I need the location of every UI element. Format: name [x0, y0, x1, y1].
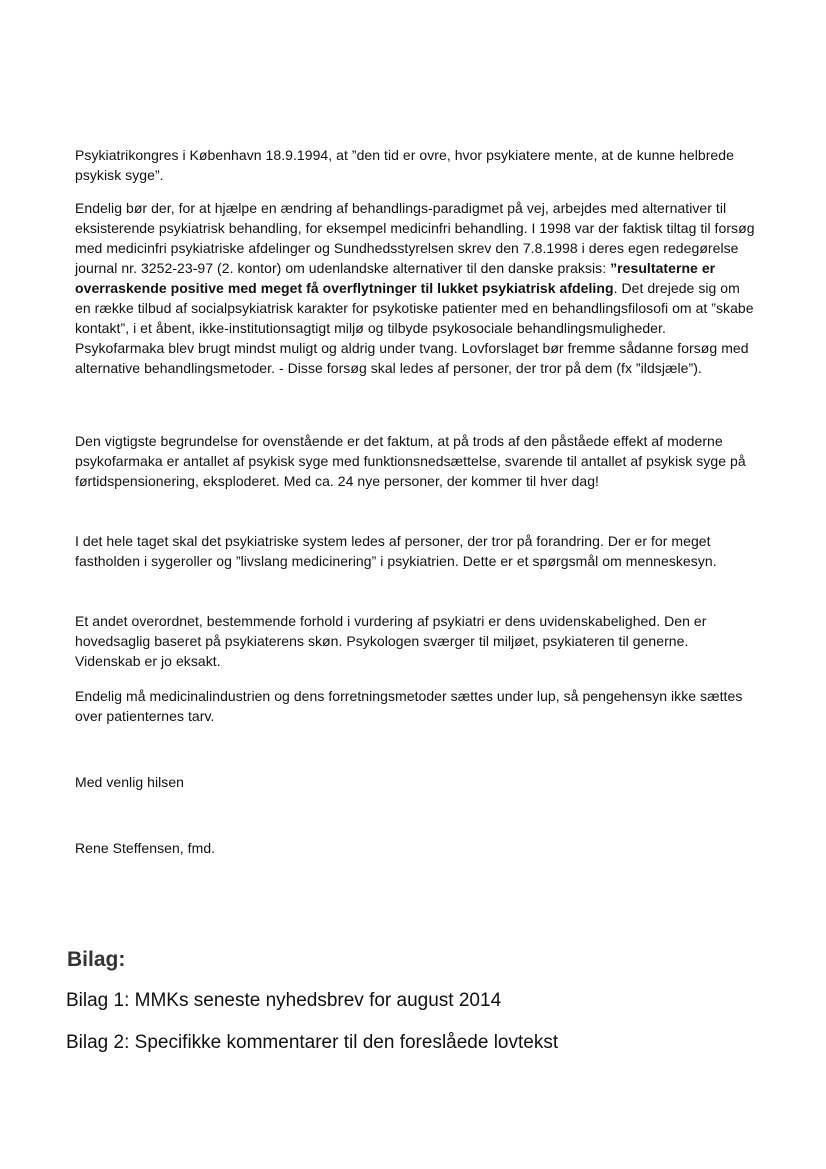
paragraph-alternatives	[75, 198, 755, 378]
appendix-heading: Bilag:	[67, 948, 126, 971]
appendix-item-1: Bilag 1: MMKs seneste nyhedsbrev for august 2014	[66, 990, 502, 1011]
paragraph-main-reason: Den vigtigste begrundelse for ovenstående er det faktum, at på trods af den påståede effekt af moderne psykofarmaka er antallet af psykisk syge med funktionsnedsættelse, svarende til antallet af psykisk syge på førtidspensionering, eksploderet. Med ca. 24 nye personer, der kommer til hver dag!	[75, 433, 746, 489]
paragraph-alternatives-text-1: Endelig bør der, for at hjælpe en ændring af behandlings-paradigmet på vej, arbejdes med alternativer til eksisterende psykiatrisk behandling, for eksempel medicinfri behandling. I 1998 var der faktisk tiltag til forsøg med medicinfri psykiatriske afdelinger og Sundhedsstyrelsen skrev den 7.8.1998 i deres egen redegørelse journal nr. 3252-23-97 (2. kontor) om udenlandske alternativer til den danske praksis:	[75, 200, 755, 276]
paragraph-alternatives-text-2: . Det drejede sig om en række tilbud af socialpsykiatrisk karakter for psykotiske patienter med en behandlingsfilosofi om at ”skabe kontakt”, i et åbent, ikke-institutionsagtigt miljø og tilbyde psykosociale behandlingsmuligheder. Psykofarmaka blev brugt mindst muligt og aldrig under tvang. Lovforslaget bør fremme sådanne forsøg med alternative behandlingsmetoder. - Disse forsøg skal ledes af personer, der tror på dem (fx ”ildsjæle”).	[75, 280, 754, 376]
signature: Rene Steffensen, fmd.	[75, 840, 216, 856]
paragraph-leadership: I det hele taget skal det psykiatriske system ledes af personer, der tror på forandring. Der er for meget fastholden i sygeroller og ”livslang medicinering” i psykiatrien. Dette er et spørgsmål om menneskesyn.	[75, 533, 717, 569]
paragraph-unscientific: Et andet overordnet, bestemmende forhold i vurdering af psykiatri er dens uvidenskabelighed. Den er hovedsaglig baseret på psykiaterens skøn. Psykologen sværger til miljøet, psykiateren til generne. Videnskab er jo eksakt.	[75, 613, 707, 669]
paragraph-alternatives-bold-quote: ”resultaterne er overraskende positive med meget få overflytninger til lukket psykiatrisk afdeling	[75, 260, 716, 296]
closing-greeting: Med venlig hilsen	[75, 774, 185, 790]
paragraph-industry: Endelig må medicinalindustrien og dens forretningsmetoder sættes under lup, så pengehensyn ikke sættes over patienternes tarv.	[75, 688, 743, 724]
appendix-item-2: Bilag 2: Specifikke kommentarer til den foreslåede lovtekst	[66, 1032, 559, 1053]
paragraph-congress-quote: Psykiatrikongres i København 18.9.1994, at ”den tid er ovre, hvor psykiatere mente, at de kunne helbrede psykisk syge”.	[75, 147, 734, 183]
